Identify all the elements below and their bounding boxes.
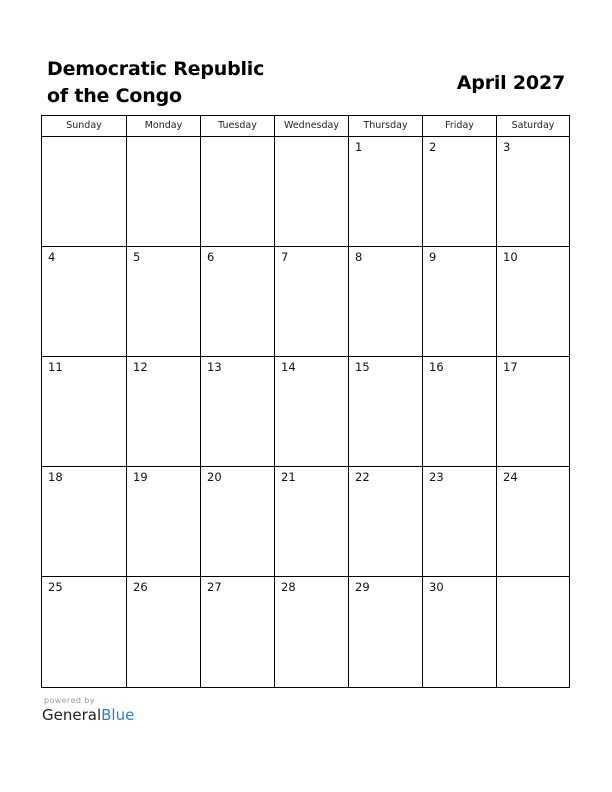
day-cell bbox=[423, 137, 497, 247]
day-cell bbox=[42, 357, 127, 467]
weekday-header-monday: Monday bbox=[127, 116, 201, 137]
day-cell bbox=[423, 577, 497, 687]
day-cell bbox=[42, 467, 127, 577]
day-number: 30 bbox=[429, 580, 444, 594]
day-cell bbox=[127, 357, 201, 467]
day-cell bbox=[127, 577, 201, 687]
day-number: 20 bbox=[207, 470, 222, 484]
weekday-header-sunday: Sunday bbox=[42, 116, 127, 137]
day-number: 5 bbox=[133, 250, 141, 264]
day-cell bbox=[349, 467, 423, 577]
day-number: 21 bbox=[281, 470, 296, 484]
day-number: 4 bbox=[48, 250, 56, 264]
day-cell bbox=[127, 247, 201, 357]
day-number: 23 bbox=[429, 470, 444, 484]
calendar-grid bbox=[41, 115, 570, 688]
day-cell bbox=[275, 577, 349, 687]
day-cell bbox=[201, 357, 275, 467]
day-cell bbox=[497, 577, 569, 687]
day-number: 12 bbox=[133, 360, 148, 374]
weekday-header-wednesday: Wednesday bbox=[275, 116, 349, 137]
day-cell bbox=[201, 577, 275, 687]
day-cell bbox=[201, 467, 275, 577]
day-cell bbox=[42, 247, 127, 357]
day-number: 13 bbox=[207, 360, 222, 374]
day-number: 8 bbox=[355, 250, 363, 264]
day-cell bbox=[497, 137, 569, 247]
day-cell bbox=[275, 247, 349, 357]
day-number: 6 bbox=[207, 250, 215, 264]
day-cell bbox=[127, 137, 201, 247]
day-number: 28 bbox=[281, 580, 296, 594]
weekday-header-thursday: Thursday bbox=[349, 116, 423, 137]
day-number: 29 bbox=[355, 580, 370, 594]
day-cell bbox=[275, 137, 349, 247]
day-number: 7 bbox=[281, 250, 289, 264]
brand-blue-text: Blue bbox=[101, 706, 135, 724]
day-number: 26 bbox=[133, 580, 148, 594]
day-number: 22 bbox=[355, 470, 370, 484]
day-number: 27 bbox=[207, 580, 222, 594]
country-title bbox=[47, 56, 307, 110]
brand-general-text: General bbox=[42, 706, 102, 724]
day-number: 24 bbox=[503, 470, 518, 484]
month-year-title: April 2027 bbox=[456, 72, 565, 94]
day-number: 10 bbox=[503, 250, 518, 264]
day-cell bbox=[349, 577, 423, 687]
day-cell bbox=[42, 137, 127, 247]
day-number: 15 bbox=[355, 360, 370, 374]
day-cell bbox=[201, 137, 275, 247]
day-number: 25 bbox=[48, 580, 63, 594]
day-number: 11 bbox=[48, 360, 63, 374]
day-cell bbox=[127, 467, 201, 577]
day-cell bbox=[275, 357, 349, 467]
day-cell bbox=[423, 467, 497, 577]
weekday-header-saturday: Saturday bbox=[497, 116, 569, 137]
day-cell bbox=[275, 467, 349, 577]
day-cell bbox=[423, 357, 497, 467]
country-title-line-2: of the Congo bbox=[47, 85, 182, 107]
day-cell bbox=[349, 357, 423, 467]
day-cell bbox=[497, 247, 569, 357]
footer-logo bbox=[42, 696, 134, 724]
day-cell bbox=[42, 577, 127, 687]
day-number: 14 bbox=[281, 360, 296, 374]
day-number: 16 bbox=[429, 360, 444, 374]
day-number: 18 bbox=[48, 470, 63, 484]
day-cell bbox=[497, 467, 569, 577]
weekday-header-tuesday: Tuesday bbox=[201, 116, 275, 137]
day-cell bbox=[423, 247, 497, 357]
brand-logo bbox=[42, 706, 134, 724]
day-cell bbox=[349, 137, 423, 247]
day-number: 17 bbox=[503, 360, 518, 374]
day-number: 9 bbox=[429, 250, 437, 264]
day-number: 3 bbox=[503, 140, 511, 154]
day-cell bbox=[201, 247, 275, 357]
day-cell bbox=[497, 357, 569, 467]
day-number: 2 bbox=[429, 140, 437, 154]
weekday-header-friday: Friday bbox=[423, 116, 497, 137]
day-cell bbox=[349, 247, 423, 357]
powered-by-text: powered by bbox=[44, 696, 95, 705]
country-title-line-1: Democratic Republic bbox=[47, 58, 265, 80]
day-number: 1 bbox=[355, 140, 363, 154]
day-number: 19 bbox=[133, 470, 148, 484]
